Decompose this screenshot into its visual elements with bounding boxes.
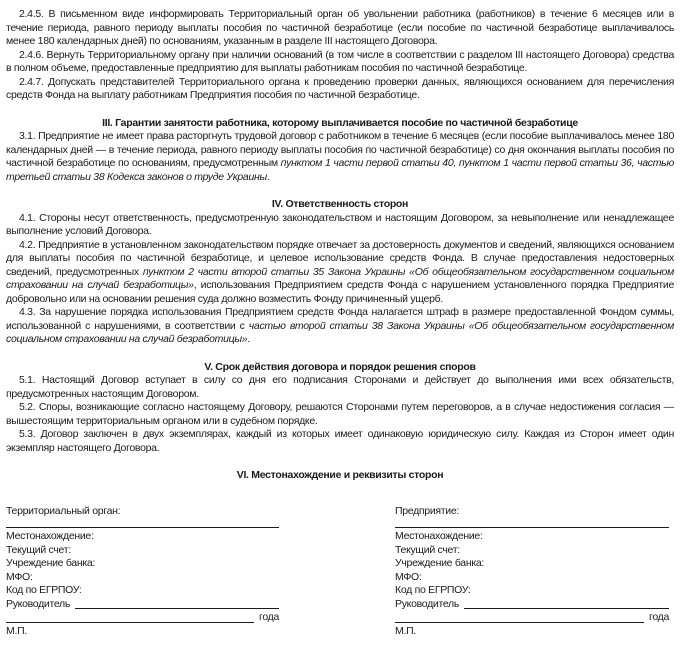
clause-2-4-6: 2.4.6. Вернуть Территориальному органу при наличии оснований (в том числе в соответствии с разделом III настоящего Договора) средства в полном объеме, предоставленные предприятию для выплаты работникам пособия по частичной безработице. (6, 48, 674, 74)
legal-reference: пунктом 1 части первой статьи 40, пунктом 1 части первой статьи 36, частью третьей статьи 38 Кодекса законов о труде Украины (6, 157, 674, 183)
requisite-label-location: Местонахождение: (6, 530, 94, 542)
clause-4-2-text: 4.2. Предприятие в установленном законодательством порядке отвечает за достоверность документов и сведений, являющихся основанием для выплаты пособия по частичной безработице, и целевое использование средств Фонда. В случае предоставления недостоверных сведений, предусмотренных (6, 238, 674, 278)
clause-3-1 (6, 130, 674, 184)
requisite-label-bank: Учреждение банка: (6, 557, 96, 569)
date-row (395, 611, 669, 625)
requisite-label-egrpou: Код по ЕГРПОУ: (395, 584, 471, 596)
party-name-field (395, 518, 669, 528)
clause-4-3 (6, 306, 674, 347)
director-signature-field (464, 598, 669, 610)
requisite-label-account: Текущий счет: (395, 543, 460, 556)
requisite-label-egrpou: Код по ЕГРПОУ: (6, 584, 82, 596)
clause-4-1: 4.1. Стороны несут ответственность, предусмотренную законодательством и настоящим Договором, за невыполнение или ненадлежащее выполнение условий Договора. (6, 211, 674, 237)
section-heading-vi: VI. Местонахождение и реквизиты сторон (236, 469, 444, 481)
clause-4-3-end: . (247, 333, 250, 345)
party-label: Предприятие: (395, 504, 460, 517)
director-label: Руководитель (395, 597, 460, 610)
year-label: года (259, 611, 279, 623)
director-label: Руководитель (6, 597, 71, 610)
clause-5-1: 5.1. Настоящий Договор вступает в силу со дня его подписания Сторонами и действует до выполнения ими всех обязательств, предусмотренных настоящим Договором. (6, 374, 674, 400)
clause-5-2: 5.2. Споры, возникающие согласно настоящему Договору, решаются Сторонами путем переговоров, а в случае недостижения согласия — вышестоящим территориальным органом или в судебном порядке. (6, 401, 674, 427)
requisite-label-account: Текущий счет: (6, 543, 71, 556)
clause-4-2 (6, 239, 674, 307)
requisite-label-mfo: МФО: (6, 570, 33, 583)
director-signature-field (75, 598, 279, 610)
clause-5-3: 5.3. Договор заключен в двух экземплярах, каждый из которых имеет одинаковую юридическую силу. Каждая из Сторон имеет один экземпляр настоящего Договора. (6, 428, 674, 454)
legal-reference: пунктом 2 части второй статьи 35 Закона Украины «Об общеобязательном государственном социальном страховании на случай безработицы» (6, 265, 674, 291)
clause-3-1-end: . (266, 170, 270, 183)
enterprise-requisites (395, 505, 669, 639)
year-label: года (649, 611, 669, 623)
requisite-label-location: Местонахождение: (395, 530, 483, 542)
date-field (395, 611, 644, 623)
clause-4-2-end: , использования Предприятием средств Фонда с нарушением установленного порядка Предприятие добровольно или на основании решения суда должно возместить Фонду причиненный ущерб. (6, 279, 674, 305)
clause-2-4-7: 2.4.7. Допускать представителей Территориального органа к проведению проверки данных, являющихся основанием для перечисления средств Фонда на выплату работникам Предприятия пособия по частичной безработице. (6, 75, 674, 101)
seal-label: М.П. (6, 624, 27, 637)
date-field (6, 611, 254, 623)
party-label: Территориальный орган: (6, 504, 121, 517)
section-heading-v: V. Срок действия договора и порядок решения споров (204, 360, 476, 373)
legal-reference: частью второй статьи 38 Закона Украины «Об общеобязательном государственном социальном страховании на случай безработицы» (6, 319, 674, 345)
territorial-authority-requisites (6, 505, 279, 639)
requisites-column-gap (279, 505, 395, 639)
requisite-label-mfo: МФО: (395, 570, 422, 583)
seal-label: М.П. (395, 624, 416, 637)
party-name-field (6, 518, 279, 528)
clause-2-4-5: 2.4.5. В письменном виде информировать Территориальный орган об увольнении работника (работников) в течение 6 месяцев или в течение периода, равного периоду выплаты пособия по частичной безработице (если пособие по частичной безработице выплачивалось менее 180 календарных дней) по основаниям, указанным в разделе III настоящего Договора. (6, 8, 674, 47)
section-heading-iv: IV. Ответственность сторон (271, 198, 409, 210)
clause-4-3-text: 4.3. За нарушение порядка использования Предприятием средств Фонда налагается штраф в размере предоставленной Фондом суммы, использованной с нарушениями, в соответствии с (6, 306, 674, 332)
director-row (6, 598, 279, 612)
director-row (395, 598, 669, 612)
requisites-block (6, 505, 674, 639)
date-row (6, 611, 279, 625)
clause-3-1-text: 3.1. Предприятие не имеет права расторгнуть трудовой договор с работником в течение 6 месяцев (если пособие выплачивалось менее 180 календарных дней — в течение периода, равного периоду выплаты пособия по частичной безработице) со дня окончания выплаты пособия по частичной безработице по основаниям, предусмотренным (6, 130, 674, 169)
section-heading-iii: III. Гарантии занятости работника, которому выплачивается пособие по частичной безработице (102, 116, 578, 129)
requisite-label-bank: Учреждение банка: (395, 557, 485, 569)
